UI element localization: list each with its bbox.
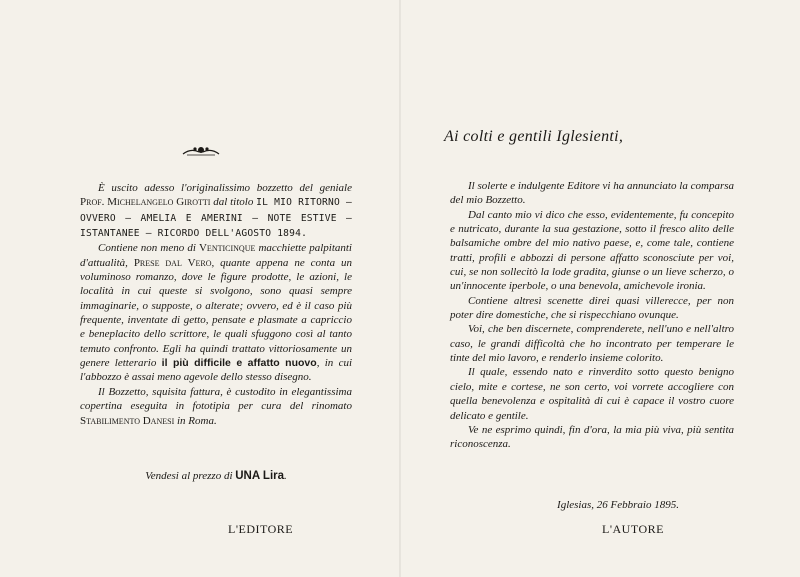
emphasis-phrase: il più difficile e affatto nuovo [161, 357, 317, 370]
editor-signature: L'EDITORE [228, 522, 294, 536]
dedication-heading: Ai colti e gentili Iglesienti, [444, 128, 624, 145]
letter-date: Iglesias, 26 Febbraio 1895. [557, 499, 679, 511]
letter-paragraph: Voi, che ben discernete, comprenderete, nell'uno e nell'altro caso, le grandi difficoltà che ho incontrato per temperare le tinte del mio lavoro, e renderlo insieme colorito. [450, 323, 734, 365]
paragraph-intro [80, 181, 352, 241]
intro-text-2: dal titolo [210, 196, 257, 209]
author-signature: L'AUTORE [602, 522, 664, 536]
price-value: UNA Lira [235, 470, 285, 482]
letter-paragraph: Ve ne esprimo quindi, fin d'ora, la mia più viva, più sentita riconoscenza. [450, 423, 734, 451]
contents-text-4: , in cui l'abbozzo è assai meno agevole dello stesso disegno. [80, 357, 353, 384]
letter-text [450, 179, 734, 452]
contents-text: Contiene non meno di [98, 242, 199, 255]
author-name: Prof. Michelangelo Girotti [80, 196, 211, 209]
price-end: . [284, 470, 287, 482]
right-page [400, 0, 800, 577]
binding-text-2: in Roma. [174, 414, 217, 427]
contents-text-3: , quante appena ne conta un voluminoso romanzo, dove le figure prodotte, le azioni, le località in cui queste si svolgono, sono quasi sempre immaginarie, o supposte, o alterate; ovvero, ed è il caso più frequente, inventate di getto, pensate e plasmate a capriccio e beneplacito dello scrittore, le quali sfuggono così al tanto temuto confronto. Egli ha quindi trattato vittoriosamente un genere letterario [80, 256, 352, 370]
from-life-phrase: Prese dal Vero [133, 256, 212, 269]
letter-paragraph: Contiene altresì scenette direi quasi villerecce, per non poter dire domestiche, che si rispecchiano ovunque. [450, 294, 734, 322]
binding-text: Il Bozzetto, squisita fattura, è custodito in elegantissima copertina eseguita in fototipia per cura del rinomato [80, 385, 352, 413]
paragraph-binding [80, 385, 352, 428]
letter-paragraph: Il quale, essendo nato e rinverdito sotto questo benigno cielo, mite e cortese, ne son certo, voi vorrete accogliere con quella benevolenza e ospitalità di cui è capace il vostro cuore delicato e gentile. [450, 366, 734, 422]
intro-text: È uscito adesso l'originalissimo bozzetto del geniale [98, 182, 352, 194]
studio-name: Stabilimento Danesi [80, 414, 175, 427]
letter-paragraph: Il solerte e indulgente Editore vi ha annunciato la comparsa del mio Bozzetto. [450, 180, 734, 207]
floral-ornament-icon [181, 142, 221, 158]
contents-text-2: macchiette palpitanti d'attualità, [80, 242, 352, 269]
book-title: IL MIO RITORNO – OVVERO – AMELIA E AMERINI – NOTE ESTIVE – ISTANTANEE – RICORDO DELL'AGOSTO 1894. [80, 197, 352, 240]
price-label: Vendesi al prezzo di [145, 470, 236, 482]
paragraph-contents [80, 241, 352, 384]
price-line [80, 470, 352, 482]
count-word: Venticinque [198, 242, 256, 255]
announcement-text [80, 181, 352, 428]
letter-paragraph: Dal canto mio vi dico che esso, evidentemente, fu concepito e nutricato, durante la sua gestazione, sotto il fresco alito delle balsamiche ombre del mio nativo paese, e, come tale, contiene tratti, profili e abbozzi di persone affatto sconosciute per voi, cui, se non sollecitò la lode gradita, giunse o un lieve scherzo, o un'innocente iperbole, o una benevola, amichevole ironia. [450, 208, 734, 293]
